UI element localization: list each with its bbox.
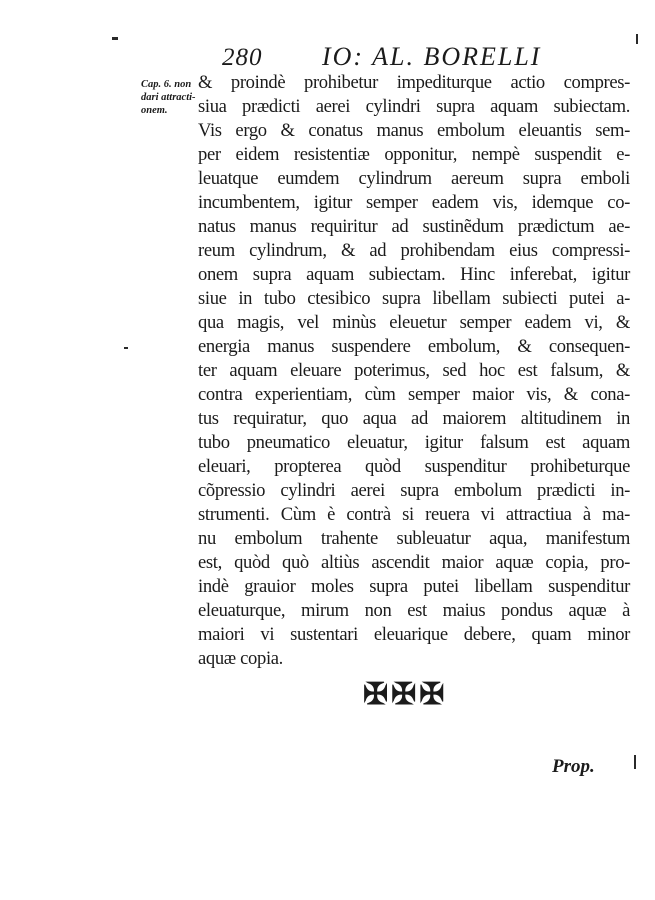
text-line: Vis ergo & conatus manus embolum eleuantis sem-: [198, 120, 630, 141]
text-line: qua magis, vel minùs eleuetur semper eadem vi, &: [198, 312, 630, 333]
text-line: eleuaturque, mirum non est maius pondus aquæ à: [198, 600, 630, 621]
text-line: reum cylindrum, & ad prohibendam eius compressi-: [198, 240, 630, 261]
text-line: eleuari, propterea quòd suspenditur prohibeturque: [198, 456, 630, 477]
text-line: aquæ copia.: [198, 648, 283, 669]
running-head: IO: AL. BORELLI: [322, 42, 542, 71]
text-line: ter aquam eleuare poterimus, sed hoc est falsum, &: [198, 360, 630, 381]
ornament: ✠✠✠: [363, 678, 448, 711]
text-line: leuatque eumdem cylindrum aereum supra emboli: [198, 168, 630, 189]
text-line: strumenti. Cùm è contrà si reuera vi attractiua à ma-: [198, 504, 630, 525]
text-line: energia manus suspendere embolum, & consequen-: [198, 336, 630, 357]
text-line: per eidem resistentiæ opponitur, nempè suspendit e-: [198, 144, 630, 165]
text-line: indè grauior moles supra putei libellam suspenditur: [198, 576, 630, 597]
margin-note: [141, 78, 201, 117]
margin-note-line: Cap. 6. non: [141, 79, 192, 90]
text-line: siue in tubo ctesibico supra libellam subiecti putei a-: [198, 288, 630, 309]
text-line: contra experientiam, cùm semper maior vis, & cona-: [198, 384, 630, 405]
text-line: siua prædicti aerei cylindri supra aquam subiectam.: [198, 96, 630, 117]
text-line: natus manus requiritur ad sustinẽdum prædictum ae-: [198, 216, 630, 237]
page-number: 280: [222, 44, 263, 71]
text-line: tus requiratur, quo aqua ad maiorem altitudinem in: [198, 408, 630, 429]
page-edge-mark: [634, 755, 636, 769]
text-line: tubo pneumatico eleuatur, igitur falsum est aquam: [198, 432, 630, 453]
page-edge-mark: [124, 347, 128, 349]
text-line: & proindè prohibetur impediturque actio compres-: [198, 72, 630, 93]
page-edge-mark: [636, 34, 638, 44]
catchword: Prop.: [552, 756, 595, 777]
text-line: cõpressio cylindri aerei supra embolum prædicti in-: [198, 480, 630, 501]
body-text: [198, 71, 630, 671]
text-line: nu embolum trahente subleuatur aqua, manifestum: [198, 528, 630, 549]
text-line: incumbentem, igitur semper eadem vis, idemque co-: [198, 192, 630, 213]
page-edge-mark: [112, 37, 118, 40]
margin-note-line: dari attracti-: [141, 92, 196, 103]
text-line: est, quòd quò altiùs ascendit maior aquæ copia, pro-: [198, 552, 630, 573]
text-line: onem supra aquam subiectam. Hinc inferebat, igitur: [198, 264, 630, 285]
text-line: maiori vi sustentari eleuarique debere, quam minor: [198, 624, 630, 645]
margin-note-line: onem.: [141, 105, 168, 116]
